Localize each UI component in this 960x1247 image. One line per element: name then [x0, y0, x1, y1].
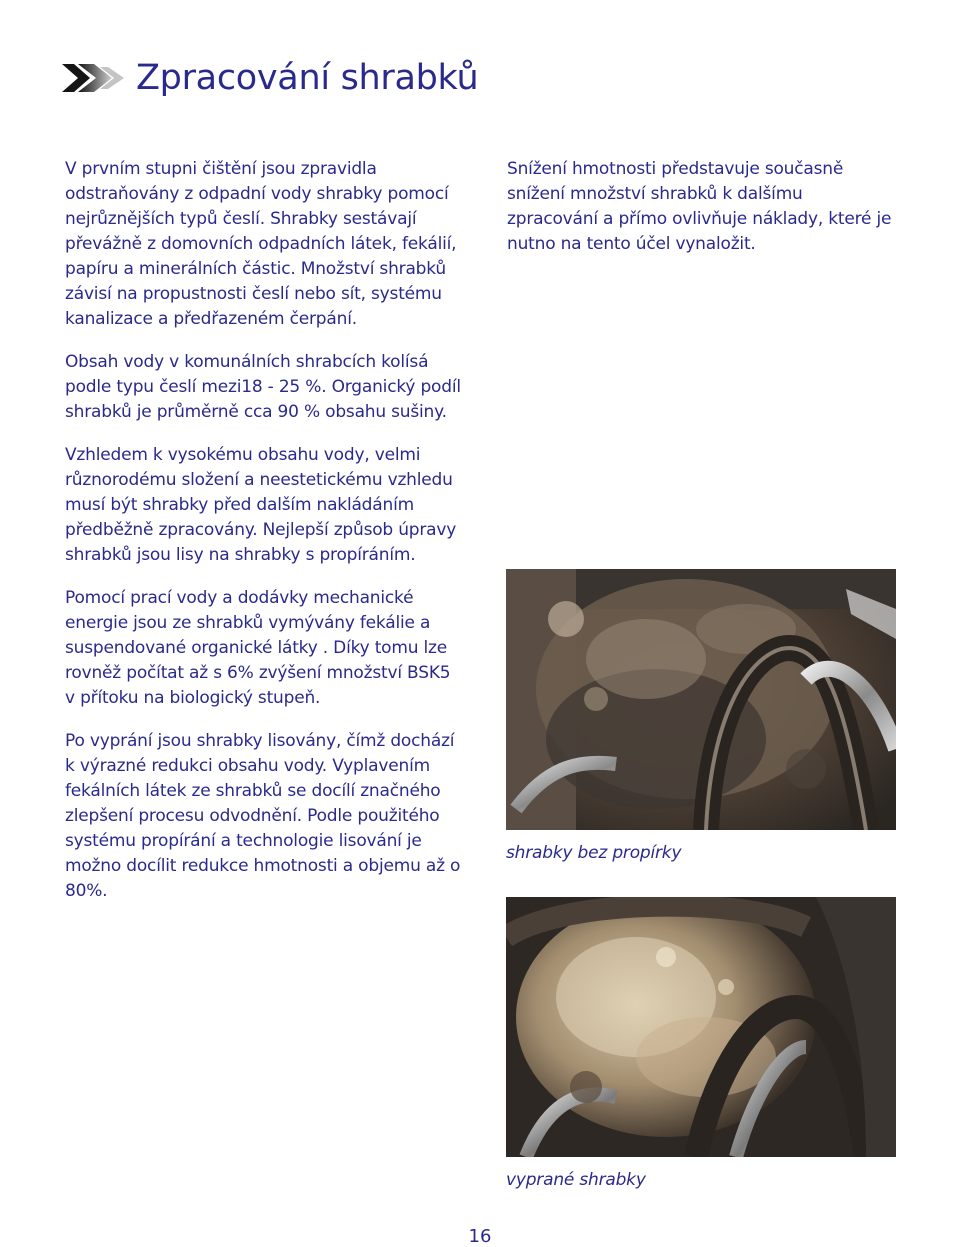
left-text-column: [65, 157, 465, 922]
photo2-caption: vyprané shrabky: [506, 1170, 646, 1190]
photo-washed-screenings: [506, 897, 896, 1157]
paragraph-right: Snížení hmotnosti představuje současně snížení množství shrabků k dalšímu zpracování a přímo ovlivňuje náklady, které je nutno na tento účel vynaložit.: [507, 159, 892, 254]
paragraph-4: Pomocí prací vody a dodávky mechanické energie jsou ze shrabků vymývány fekálie a suspendované organické látky . Díky tomu lze rovněž počítat až s 6% zvýšení množství BSK5 v přítoku na biologický stupeň.: [65, 588, 451, 708]
paragraph-3: Vzhledem k vysokému obsahu vody, velmi různorodému složení a neestetickému vzhledu musí být shrabky před dalším nakládáním předběžně zpracovány. Nejlepší způsob úpravy shrabků jsou lisy na shrabky s propíráním.: [65, 445, 457, 565]
right-text-column: [507, 157, 897, 275]
page-header: [60, 48, 478, 108]
paragraph-1: V prvním stupni čištění jsou zpravidla odstraňovány z odpadní vody shrabky pomocí nejrůznějších typů česlí. Shrabky sestávají převážně z domovních odpadních látek, fekálií, papíru a minerálních částic. Množství shrabků závisí na propustnosti česlí nebo sít, systému kanalizace a předřazeném čerpání.: [65, 159, 457, 329]
page-number: 16: [468, 1226, 492, 1247]
photo1-caption: shrabky bez propírky: [506, 843, 682, 863]
paragraph-2: Obsah vody v komunálních shrabcích kolísá podle typu česlí mezi18 - 25 %. Organický podíl shrabků je průměrně cca 90 % obsahu sušiny.: [65, 352, 461, 422]
double-chevron-icon: [60, 58, 128, 98]
page-title: Zpracování shrabků: [136, 58, 479, 98]
paragraph-5: Po vyprání jsou shrabky lisovány, čímž dochází k výrazné redukci obsahu vody. Vyplavením fekálních látek ze shrabků se docílí značného zlepšení procesu odvodnění. Podle použitého systému propírání a technologie lisování je možno docílit redukce hmotnosti a objemu až o 80%.: [65, 731, 461, 901]
photo-unwashed-screenings: [506, 569, 896, 830]
